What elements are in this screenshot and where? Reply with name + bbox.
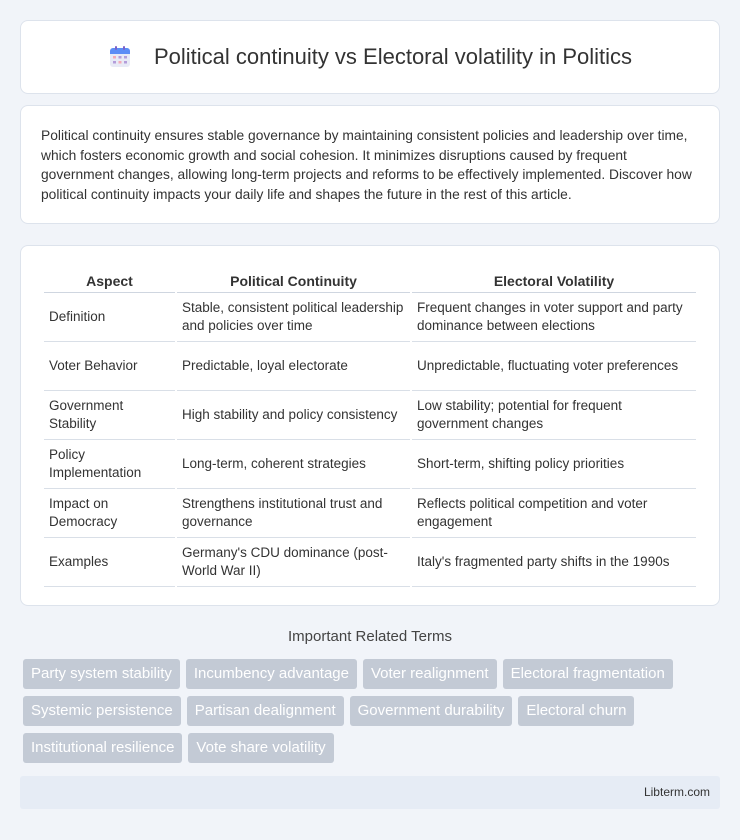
footer <box>20 776 720 809</box>
header-aspect: Aspect <box>44 266 175 293</box>
comparison-table <box>42 266 698 587</box>
related-term-tag[interactable]: Vote share volatility <box>188 733 333 763</box>
comparison-table-card <box>20 245 720 606</box>
related-term-tag[interactable]: Partisan dealignment <box>187 696 344 726</box>
table-cell-volatility: Italy's fragmented party shifts in the 1990s <box>412 538 696 587</box>
title-card <box>20 20 720 94</box>
table-row <box>44 440 696 489</box>
page-title: Political continuity vs Electoral volatility in Politics <box>153 44 633 69</box>
table-cell-continuity: Long-term, coherent strategies <box>177 440 410 489</box>
table-cell-volatility: Short-term, shifting policy priorities <box>412 440 696 489</box>
table-cell-aspect: Voter Behavior <box>44 342 175 391</box>
intro-card <box>20 105 720 224</box>
table-cell-aspect: Government Stability <box>44 391 175 440</box>
table-row <box>44 342 696 391</box>
header-electoral-volatility: Electoral Volatility <box>412 266 696 293</box>
related-term-tag[interactable]: Electoral churn <box>518 696 634 726</box>
table-cell-volatility: Frequent changes in voter support and party dominance between elections <box>412 293 696 342</box>
related-term-tag[interactable]: Party system stability <box>23 659 180 689</box>
related-term-tag[interactable]: Institutional resilience <box>23 733 182 763</box>
table-cell-aspect: Policy Implementation <box>44 440 175 489</box>
table-row <box>44 391 696 440</box>
table-cell-continuity: Germany's CDU dominance (post-World War II) <box>177 538 410 587</box>
table-row <box>44 293 696 342</box>
table-cell-volatility: Reflects political competition and voter engagement <box>412 489 696 538</box>
related-terms-list <box>20 659 720 763</box>
table-cell-volatility: Low stability; potential for frequent government changes <box>412 391 696 440</box>
table-header-row <box>44 266 696 293</box>
related-term-tag[interactable]: Voter realignment <box>363 659 497 689</box>
table-cell-continuity: Predictable, loyal electorate <box>177 342 410 391</box>
related-terms-title: Important Related Terms <box>288 628 452 645</box>
related-term-tag[interactable]: Government durability <box>350 696 513 726</box>
related-term-tag[interactable]: Electoral fragmentation <box>503 659 673 689</box>
table-cell-continuity: Strengthens institutional trust and governance <box>177 489 410 538</box>
related-term-tag[interactable]: Systemic persistence <box>23 696 181 726</box>
table-cell-aspect: Impact on Democracy <box>44 489 175 538</box>
table-cell-continuity: High stability and policy consistency <box>177 391 410 440</box>
calendar-icon <box>108 45 132 69</box>
header-political-continuity: Political Continuity <box>177 266 410 293</box>
table-cell-aspect: Definition <box>44 293 175 342</box>
intro-paragraph: Political continuity ensures stable governance by maintaining consistent policies and leadership over time, which fosters economic growth and social cohesion. It minimizes disruptions caused by frequent government changes, allowing long-term projects and reforms to be effectively implemented. Discover how political continuity impacts your daily life and shapes the future in the rest of this article. <box>41 128 692 202</box>
related-term-tag[interactable]: Incumbency advantage <box>186 659 357 689</box>
table-row <box>44 489 696 538</box>
table-cell-continuity: Stable, consistent political leadership and policies over time <box>177 293 410 342</box>
footer-site-link[interactable]: Libterm.com <box>643 785 710 799</box>
table-row <box>44 538 696 587</box>
table-cell-volatility: Unpredictable, fluctuating voter preferences <box>412 342 696 391</box>
table-cell-aspect: Examples <box>44 538 175 587</box>
